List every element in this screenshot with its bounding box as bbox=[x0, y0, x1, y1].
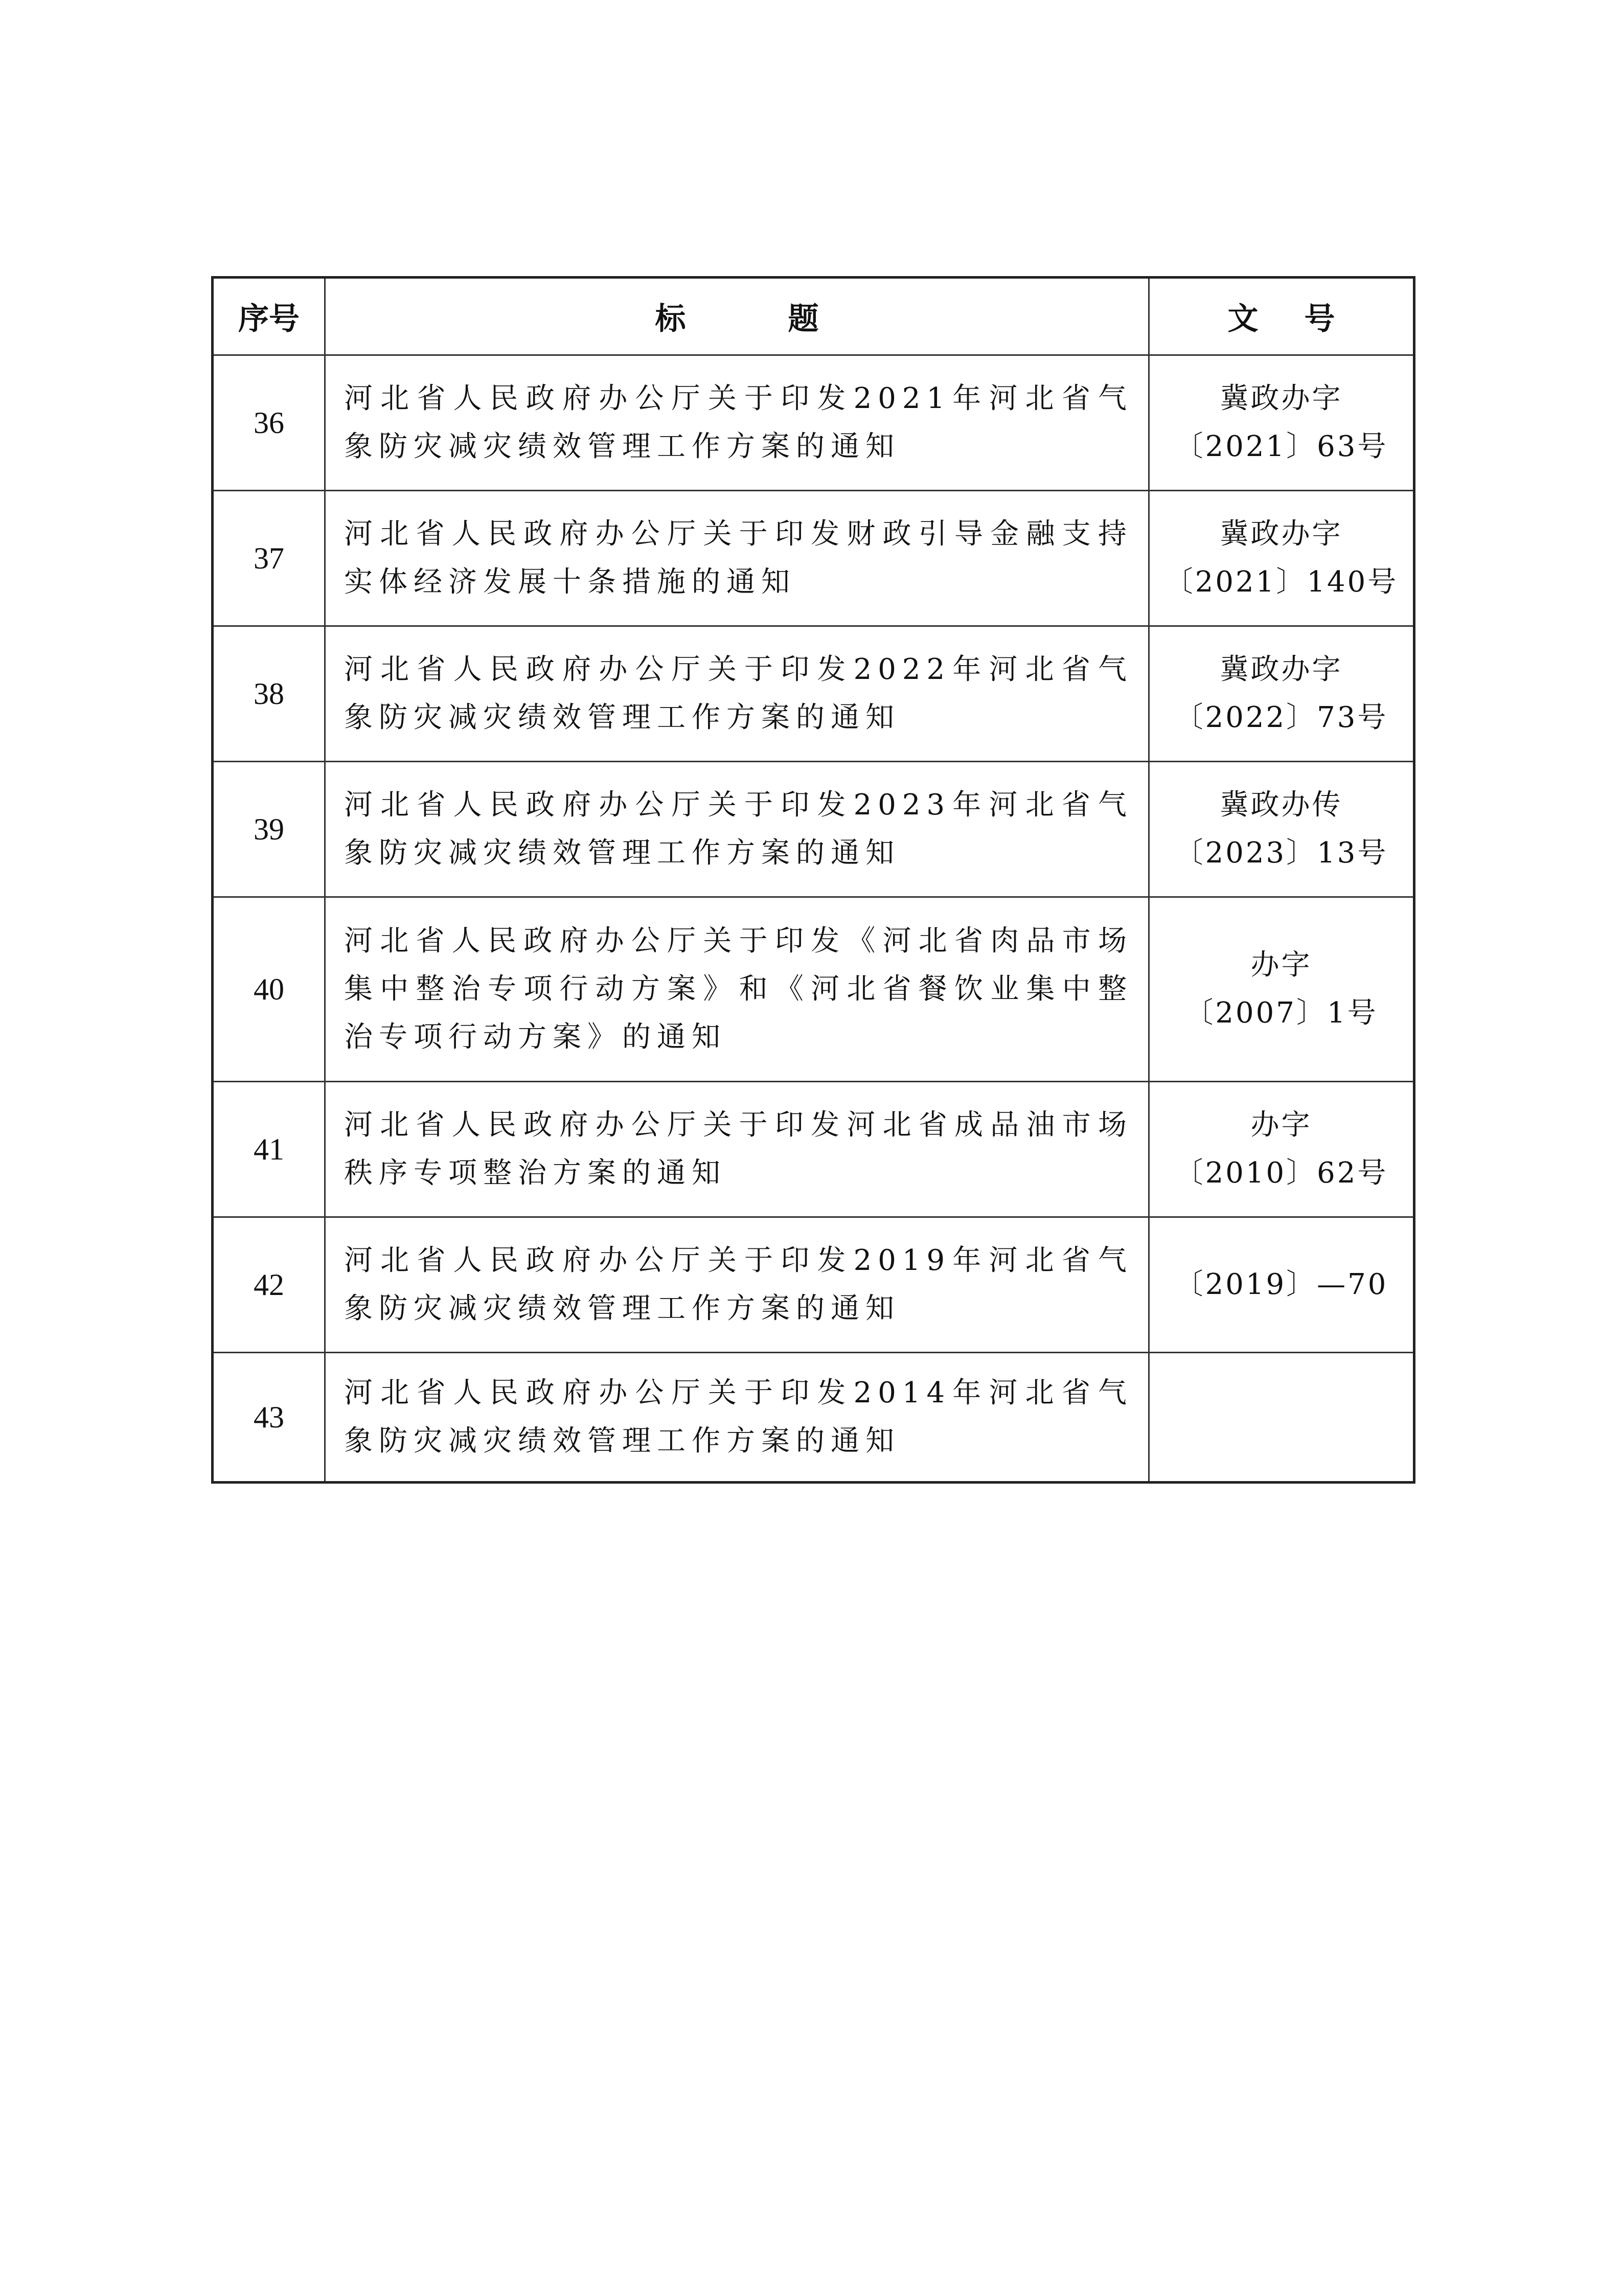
row-num: 37 bbox=[213, 491, 325, 626]
row-num: 39 bbox=[213, 762, 325, 897]
row-num: 38 bbox=[213, 626, 325, 762]
row-num: 36 bbox=[213, 355, 325, 491]
header-title-char-1: 标 bbox=[655, 301, 686, 337]
header-title bbox=[325, 278, 1149, 355]
table-row bbox=[213, 491, 1414, 626]
docno-line-1: 办字 bbox=[1250, 948, 1312, 982]
docno-line-1: 冀政办字 bbox=[1220, 382, 1343, 415]
row-docno bbox=[1149, 1082, 1414, 1217]
row-title: 河北省人民政府办公厅关于印发2014年河北省气象防灾减灾绩效管理工作方案的通知 bbox=[325, 1353, 1149, 1483]
row-docno bbox=[1149, 1217, 1414, 1353]
row-docno bbox=[1149, 355, 1414, 491]
row-num: 42 bbox=[213, 1217, 325, 1353]
row-title: 河北省人民政府办公厅关于印发河北省成品油市场秩序专项整治方案的通知 bbox=[325, 1082, 1149, 1217]
docno-line-2: 〔2010〕62号 bbox=[1174, 1156, 1388, 1190]
docno-line-2: 〔2022〕73号 bbox=[1174, 701, 1388, 734]
header-num: 序号 bbox=[213, 278, 325, 355]
header-docno bbox=[1149, 278, 1414, 355]
header-title-char-2: 题 bbox=[788, 301, 819, 337]
row-docno bbox=[1149, 491, 1414, 626]
row-docno bbox=[1149, 897, 1414, 1082]
docno-line-1: 办字 bbox=[1250, 1108, 1312, 1142]
row-title: 河北省人民政府办公厅关于印发财政引导金融支持实体经济发展十条措施的通知 bbox=[325, 491, 1149, 626]
docno-line-2: 〔2021〕140号 bbox=[1164, 565, 1399, 599]
header-docno-char-2: 号 bbox=[1304, 301, 1335, 337]
table-row bbox=[213, 897, 1414, 1082]
row-title: 河北省人民政府办公厅关于印发2021年河北省气象防灾减灾绩效管理工作方案的通知 bbox=[325, 355, 1149, 491]
docno-line-2: 〔2007〕1号 bbox=[1184, 996, 1378, 1030]
table-row bbox=[213, 762, 1414, 897]
docno-line-1: 〔2019〕—70 bbox=[1174, 1268, 1388, 1301]
document-table bbox=[211, 276, 1415, 1484]
row-num: 43 bbox=[213, 1353, 325, 1483]
table-row bbox=[213, 1353, 1414, 1483]
table-row bbox=[213, 626, 1414, 762]
row-docno bbox=[1149, 1353, 1414, 1483]
row-title: 河北省人民政府办公厅关于印发2023年河北省气象防灾减灾绩效管理工作方案的通知 bbox=[325, 762, 1149, 897]
row-title: 河北省人民政府办公厅关于印发《河北省肉品市场集中整治专项行动方案》和《河北省餐饮业集中整治专项行动方案》的通知 bbox=[325, 897, 1149, 1082]
row-title: 河北省人民政府办公厅关于印发2019年河北省气象防灾减灾绩效管理工作方案的通知 bbox=[325, 1217, 1149, 1353]
row-title: 河北省人民政府办公厅关于印发2022年河北省气象防灾减灾绩效管理工作方案的通知 bbox=[325, 626, 1149, 762]
docno-line-2: 〔2021〕63号 bbox=[1174, 430, 1388, 463]
table-row bbox=[213, 355, 1414, 491]
docno-line-1: 冀政办字 bbox=[1220, 653, 1343, 686]
row-num: 41 bbox=[213, 1082, 325, 1217]
row-num: 40 bbox=[213, 897, 325, 1082]
row-docno bbox=[1149, 762, 1414, 897]
docno-line-1: 冀政办传 bbox=[1220, 788, 1343, 822]
table-row bbox=[213, 1217, 1414, 1353]
header-docno-char-1: 文 bbox=[1227, 301, 1259, 337]
row-docno bbox=[1149, 626, 1414, 762]
docno-line-2: 〔2023〕13号 bbox=[1174, 836, 1388, 870]
table-header bbox=[213, 278, 1414, 355]
docno-line-1: 冀政办字 bbox=[1220, 517, 1343, 551]
table-row bbox=[213, 1082, 1414, 1217]
